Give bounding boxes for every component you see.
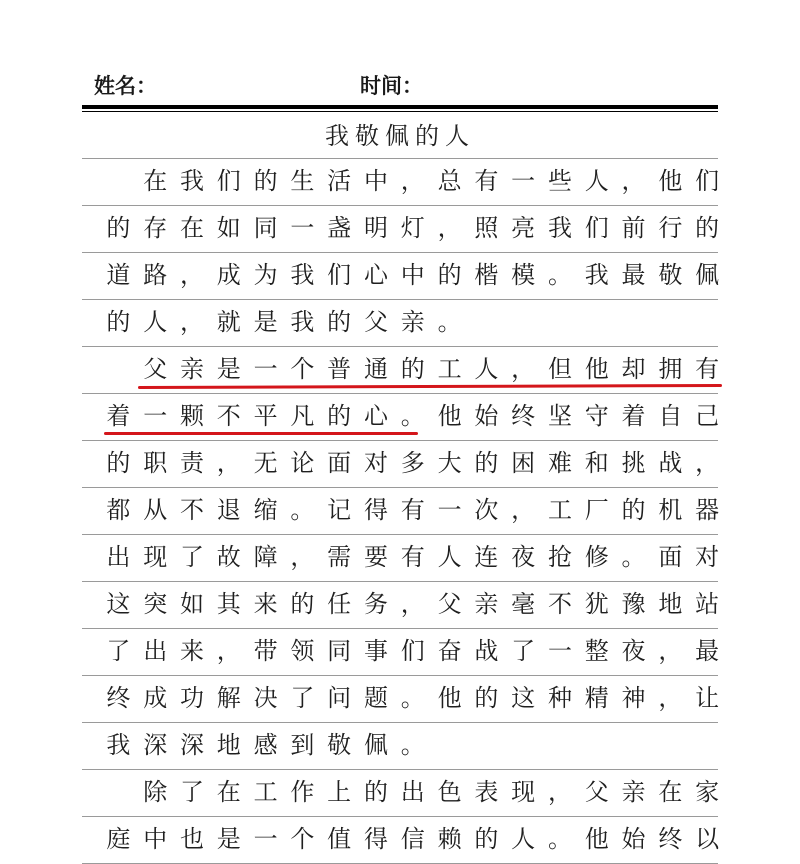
text-line bbox=[82, 676, 718, 723]
text-line bbox=[82, 817, 718, 864]
essay-title: 我敬佩的人 bbox=[325, 122, 475, 150]
line-text: 都 从 不 退 缩 。 记 得 有 一 次 ， 工 厂 的 机 器 bbox=[106, 496, 720, 524]
text-line bbox=[82, 300, 718, 347]
text-line bbox=[82, 535, 718, 582]
line-text: 出 现 了 故 障 ， 需 要 有 人 连 夜 抢 修 。 面 对 bbox=[106, 543, 720, 571]
text-line bbox=[82, 441, 718, 488]
text-line bbox=[82, 582, 718, 629]
text-line bbox=[82, 488, 718, 535]
line-text: 的 存 在 如 同 一 盏 明 灯 ， 照 亮 我 们 前 行 的 bbox=[106, 214, 720, 242]
line-text: 父 亲 是 一 个 普 通 的 工 人 ， 但 他 却 拥 有 bbox=[143, 355, 720, 383]
time-label: 时间： bbox=[360, 74, 423, 98]
line-text: 庭 中 也 是 一 个 值 得 信 赖 的 人 。 他 始 终 以 bbox=[106, 825, 720, 853]
line-text: 除 了 在 工 作 上 的 出 色 表 现 ， 父 亲 在 家 bbox=[143, 778, 720, 806]
text-line bbox=[82, 629, 718, 676]
line-text: 终 成 功 解 决 了 问 题 。 他 的 这 种 精 神 ， 让 bbox=[106, 684, 720, 712]
text-line bbox=[82, 723, 718, 770]
essay-title-line bbox=[82, 112, 718, 159]
line-text: 我 深 深 地 感 到 敬 佩 。 bbox=[106, 731, 425, 759]
writing-lines bbox=[82, 112, 718, 864]
line-text: 着 一 颗 不 平 凡 的 心 。 他 始 终 坚 守 着 自 己 bbox=[106, 402, 720, 430]
worksheet bbox=[82, 0, 718, 855]
header-rule bbox=[82, 105, 718, 109]
header bbox=[94, 70, 714, 100]
line-text: 了 出 来 ， 带 领 同 事 们 奋 战 了 一 整 夜 ， 最 bbox=[106, 637, 720, 665]
text-line bbox=[82, 253, 718, 300]
line-text: 的 人 ， 就 是 我 的 父 亲 。 bbox=[106, 308, 462, 336]
text-line bbox=[82, 159, 718, 206]
line-text: 这 突 如 其 来 的 任 务 ， 父 亲 毫 不 犹 豫 地 站 bbox=[106, 590, 720, 618]
text-line bbox=[82, 206, 718, 253]
line-text: 在 我 们 的 生 活 中 ， 总 有 一 些 人 ， 他 们 bbox=[143, 167, 720, 195]
line-text: 的 职 责 ， 无 论 面 对 多 大 的 困 难 和 挑 战 ， bbox=[106, 449, 720, 477]
red-underline-2 bbox=[104, 432, 418, 435]
name-label: 姓名： bbox=[94, 74, 157, 98]
line-text: 道 路 ， 成 为 我 们 心 中 的 楷 模 。 我 最 敬 佩 bbox=[106, 261, 720, 289]
text-line bbox=[82, 770, 718, 817]
